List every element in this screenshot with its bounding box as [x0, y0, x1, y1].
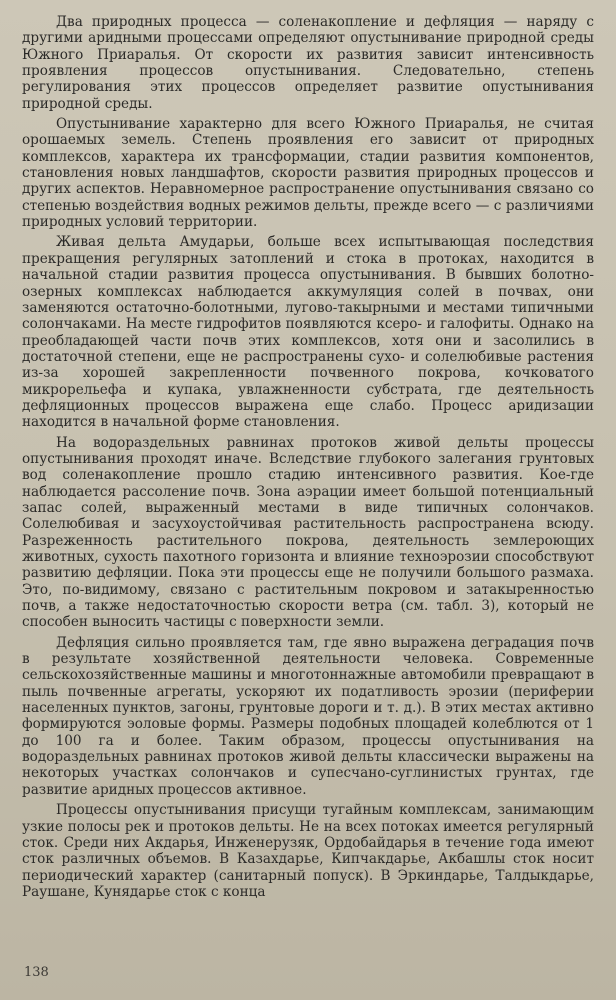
paragraph-4: На водораздельных равнинах протоков живой дельты процессы опустынивания проходят иначе. Вследствие глубокого залегания грунтовых вод соленакопление прошло стадию интенсивного развития. Кое-где наблюдается рассоление почв. Зона аэрации имеет большой потенциальный запас солей, выраженный местами в виде типичных солончаков. Солелюбивая и засухоустойчивая растительность распространена всюду. Разреженность растительного покрова, деятельность землероющих животных, сухость пахотного горизонта и влияние техноэрозии способствуют развитию дефляции. Пока эти процессы еще не получили большого размаха. Это, по-видимому, связано с растительным покровом и затакыренностью почв, а также недостаточностью скорости ветра (см. табл. 3), который не способен выносить частицы с поверхности земли.	[22, 434, 594, 631]
paragraph-3: Живая дельта Амударьи, больше всех испытывающая последствия прекращения регулярных затоплений и стока в протоках, находится в начальной стадии развития процесса опустынивания. В бывших болотно-озерных комплексах наблюдается аккумуляция солей в почвах, они заменяются остаточно-болотными, лугово-такырными и местами типичными солончаками. На месте гидрофитов появляются ксеро- и галофиты. Однако на преобладающей части почв этих комплексов, хотя они и засолились в достаточной степени, еще не распространены сухо- и солелюбивые растения из-за хорошей закрепленности почвенного покрова, кочковатого микрорельефа и купака, увлажненности субстрата, где деятельность дефляционных процессов выражена еще слабо. Процесс аридизации находится в начальной форме становления.	[22, 234, 594, 431]
paragraph-1: Два природных процесса — соленакопление и дефляция — наряду с другими аридными процессами определяют опустынивание природной среды Южного Приаралья. От скорости их развития зависит интенсивность проявления процессов опустынивания. Следовательно, степень регулирования этих процессов определяет развитие опустынивания природной среды.	[22, 14, 594, 112]
paragraph-2: Опустынивание характерно для всего Южного Приаралья, не считая орошаемых земель. Степень проявления его зависит от природных комплексов, характера их трансформации, стадии развития компонентов, становления новых ландшафтов, скорости развития природных процессов и других аспектов. Неравномерное распространение опустынивания связано со степенью воздействия водных режимов дельты, прежде всего — с различиями природных условий территории.	[22, 116, 594, 231]
page-number: 138	[24, 965, 49, 980]
body-text	[22, 14, 594, 904]
paragraph-5: Дефляция сильно проявляется там, где явно выражена деградация почв в результате хозяйственной деятельности человека. Современные сельскохозяйственные машины и многотоннажные автомобили превращают в пыль почвенные агрегаты, ускоряют их податливость эрозии (периферии населенных пунктов, загоны, грунтовые дороги и т. д.). В этих местах активно формируются эоловые формы. Размеры подобных площадей колеблются от 1 до 100 га и более. Таким образом, процессы опустынивания на водораздельных равнинах протоков живой дельты классически выражены на некоторых участках солончаков и супесчано-суглинистых грунтах, где развитие аридных процессов активное.	[22, 634, 594, 798]
paragraph-6: Процессы опустынивания присущи тугайным комплексам, занимающим узкие полосы рек и протоков дельты. Не на всех потоках имеется регулярный сток. Среди них Акдарья, Инженерузяк, Ордобайдарья в течение года имеют сток различных объемов. В Казахдарье, Кипчакдарье, Акбашлы сток носит периодический характер (санитарный попуск). В Эркиндарье, Талдыкдарье, Раушане, Кунядарье сток с конца	[22, 802, 594, 900]
